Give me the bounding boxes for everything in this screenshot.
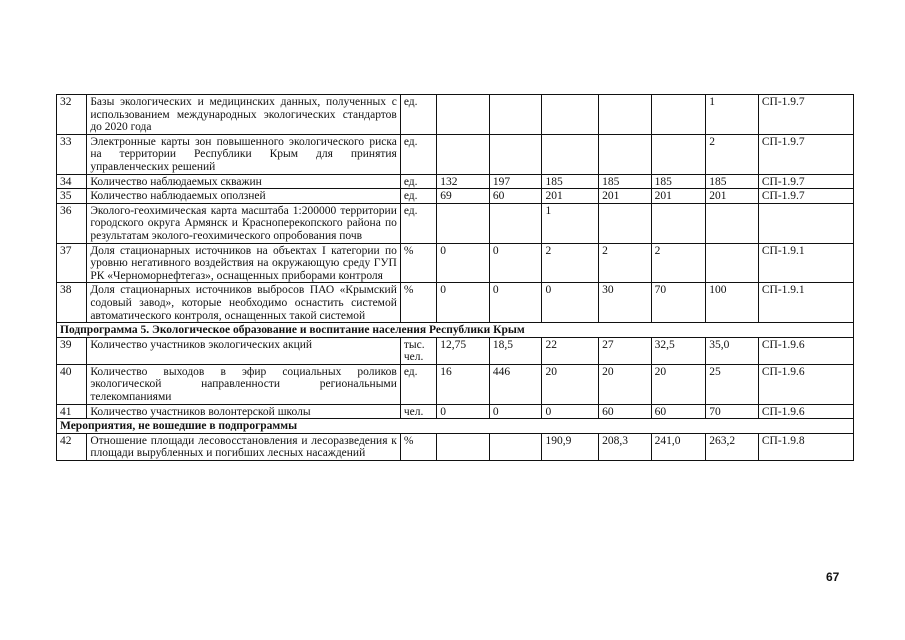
value-cell: 446 (489, 364, 542, 404)
value-cell: 201 (542, 189, 599, 204)
table-row (57, 283, 854, 323)
indicator-description: Количество участников волонтерской школы (87, 404, 401, 419)
value-cell (437, 95, 490, 135)
reference-cell: СП-1.9.6 (758, 404, 853, 419)
row-number: 35 (57, 189, 87, 204)
unit-cell: ед. (400, 189, 436, 204)
section-header-row (57, 323, 854, 338)
row-number: 32 (57, 95, 87, 135)
reference-cell: СП-1.9.6 (758, 364, 853, 404)
reference-cell: СП-1.9.7 (758, 174, 853, 189)
value-cell: 185 (706, 174, 759, 189)
value-cell: 185 (542, 174, 599, 189)
unit-cell: чел. (400, 404, 436, 419)
value-cell (599, 95, 652, 135)
table-row (57, 337, 854, 364)
value-cell: 208,3 (599, 433, 652, 460)
value-cell: 100 (706, 283, 759, 323)
reference-cell: СП-1.9.7 (758, 134, 853, 174)
value-cell: 0 (489, 404, 542, 419)
value-cell: 35,0 (706, 337, 759, 364)
indicator-description: Количество наблюдаемых скважин (87, 174, 401, 189)
unit-cell: ед. (400, 134, 436, 174)
value-cell: 0 (542, 404, 599, 419)
table-row (57, 404, 854, 419)
row-number: 37 (57, 243, 87, 283)
value-cell: 0 (542, 283, 599, 323)
reference-cell: СП-1.9.8 (758, 433, 853, 460)
row-number: 33 (57, 134, 87, 174)
value-cell: 1 (706, 95, 759, 135)
value-cell (489, 134, 542, 174)
indicator-description: Отношение площади лесовосстановления и лесоразведения к площади вырубленных и погибших лесных насаждений (87, 433, 401, 460)
unit-cell: ед. (400, 174, 436, 189)
value-cell: 201 (706, 189, 759, 204)
value-cell: 2 (599, 243, 652, 283)
value-cell: 25 (706, 364, 759, 404)
value-cell (651, 95, 706, 135)
section-title: Подпрограмма 5. Экологическое образование и воспитание населения Республики Крым (57, 323, 854, 338)
reference-cell: СП-1.9.1 (758, 283, 853, 323)
value-cell: 185 (599, 174, 652, 189)
value-cell: 60 (599, 404, 652, 419)
unit-cell: ед. (400, 203, 436, 243)
value-cell (651, 203, 706, 243)
value-cell: 70 (651, 283, 706, 323)
value-cell: 20 (651, 364, 706, 404)
value-cell (706, 243, 759, 283)
unit-cell: % (400, 433, 436, 460)
reference-cell (758, 203, 853, 243)
unit-cell: ед. (400, 364, 436, 404)
unit-cell: % (400, 283, 436, 323)
indicator-description: Количество наблюдаемых оползней (87, 189, 401, 204)
reference-cell: СП-1.9.7 (758, 95, 853, 135)
value-cell: 20 (599, 364, 652, 404)
value-cell: 60 (651, 404, 706, 419)
value-cell: 18,5 (489, 337, 542, 364)
row-number: 34 (57, 174, 87, 189)
value-cell (437, 134, 490, 174)
value-cell: 132 (437, 174, 490, 189)
value-cell (599, 203, 652, 243)
value-cell: 27 (599, 337, 652, 364)
value-cell: 69 (437, 189, 490, 204)
value-cell: 30 (599, 283, 652, 323)
row-number: 38 (57, 283, 87, 323)
indicator-description: Доля стационарных источников на объектах I категории по уровню негативного воздействия на окружающую среду ГУП РК «Черноморнефтегаз», оснащенных приборами контроля (87, 243, 401, 283)
reference-cell: СП-1.9.1 (758, 243, 853, 283)
section-header-row (57, 419, 854, 434)
value-cell: 0 (489, 243, 542, 283)
value-cell: 201 (599, 189, 652, 204)
value-cell: 20 (542, 364, 599, 404)
unit-cell: ед. (400, 95, 436, 135)
row-number: 41 (57, 404, 87, 419)
value-cell (489, 203, 542, 243)
row-number: 40 (57, 364, 87, 404)
table-row (57, 95, 854, 135)
value-cell: 263,2 (706, 433, 759, 460)
indicator-description: Количество участников экологических акций (87, 337, 401, 364)
value-cell: 201 (651, 189, 706, 204)
value-cell: 185 (651, 174, 706, 189)
row-number: 36 (57, 203, 87, 243)
value-cell: 2 (651, 243, 706, 283)
indicator-description: Базы экологических и медицинских данных, полученных с использованием международных экологических стандартов до 2020 года (87, 95, 401, 135)
indicator-description: Электронные карты зон повышенного экологического риска на территории Республики Крым для принятия управленческих решений (87, 134, 401, 174)
value-cell: 190,9 (542, 433, 599, 460)
value-cell (542, 95, 599, 135)
unit-cell: % (400, 243, 436, 283)
indicators-table (56, 94, 854, 461)
value-cell: 32,5 (651, 337, 706, 364)
table-row (57, 174, 854, 189)
indicator-description: Доля стационарных источников выбросов ПАО «Крымский содовый завод», которые необходимо оснастить системой автоматического контроля, оснащенных такой системой (87, 283, 401, 323)
value-cell: 2 (542, 243, 599, 283)
row-number: 39 (57, 337, 87, 364)
value-cell: 197 (489, 174, 542, 189)
section-title: Мероприятия, не вошедшие в подпрограммы (57, 419, 854, 434)
value-cell: 22 (542, 337, 599, 364)
reference-cell: СП-1.9.7 (758, 189, 853, 204)
value-cell: 16 (437, 364, 490, 404)
value-cell (437, 203, 490, 243)
value-cell: 241,0 (651, 433, 706, 460)
indicator-description: Количество выходов в эфир социальных роликов экологической направленности региональными телекомпаниями (87, 364, 401, 404)
table-row (57, 433, 854, 460)
value-cell: 1 (542, 203, 599, 243)
page-number: 67 (826, 570, 840, 584)
value-cell: 60 (489, 189, 542, 204)
value-cell (706, 203, 759, 243)
value-cell: 0 (437, 243, 490, 283)
value-cell: 70 (706, 404, 759, 419)
value-cell (489, 433, 542, 460)
table-body (57, 95, 854, 461)
value-cell (542, 134, 599, 174)
value-cell: 2 (706, 134, 759, 174)
reference-cell: СП-1.9.6 (758, 337, 853, 364)
table-row (57, 134, 854, 174)
row-number: 42 (57, 433, 87, 460)
indicator-description: Эколого-геохимическая карта масштаба 1:200000 территории городского округа Армянск и Красноперекопского района по результатам эколого-геохимического опробования почв (87, 203, 401, 243)
unit-cell: тыс. чел. (400, 337, 436, 364)
value-cell: 0 (489, 283, 542, 323)
value-cell (651, 134, 706, 174)
table-row (57, 243, 854, 283)
table-row (57, 189, 854, 204)
value-cell: 0 (437, 404, 490, 419)
value-cell (489, 95, 542, 135)
table-row (57, 364, 854, 404)
table-row (57, 203, 854, 243)
value-cell (599, 134, 652, 174)
value-cell (437, 433, 490, 460)
value-cell: 12,75 (437, 337, 490, 364)
value-cell: 0 (437, 283, 490, 323)
